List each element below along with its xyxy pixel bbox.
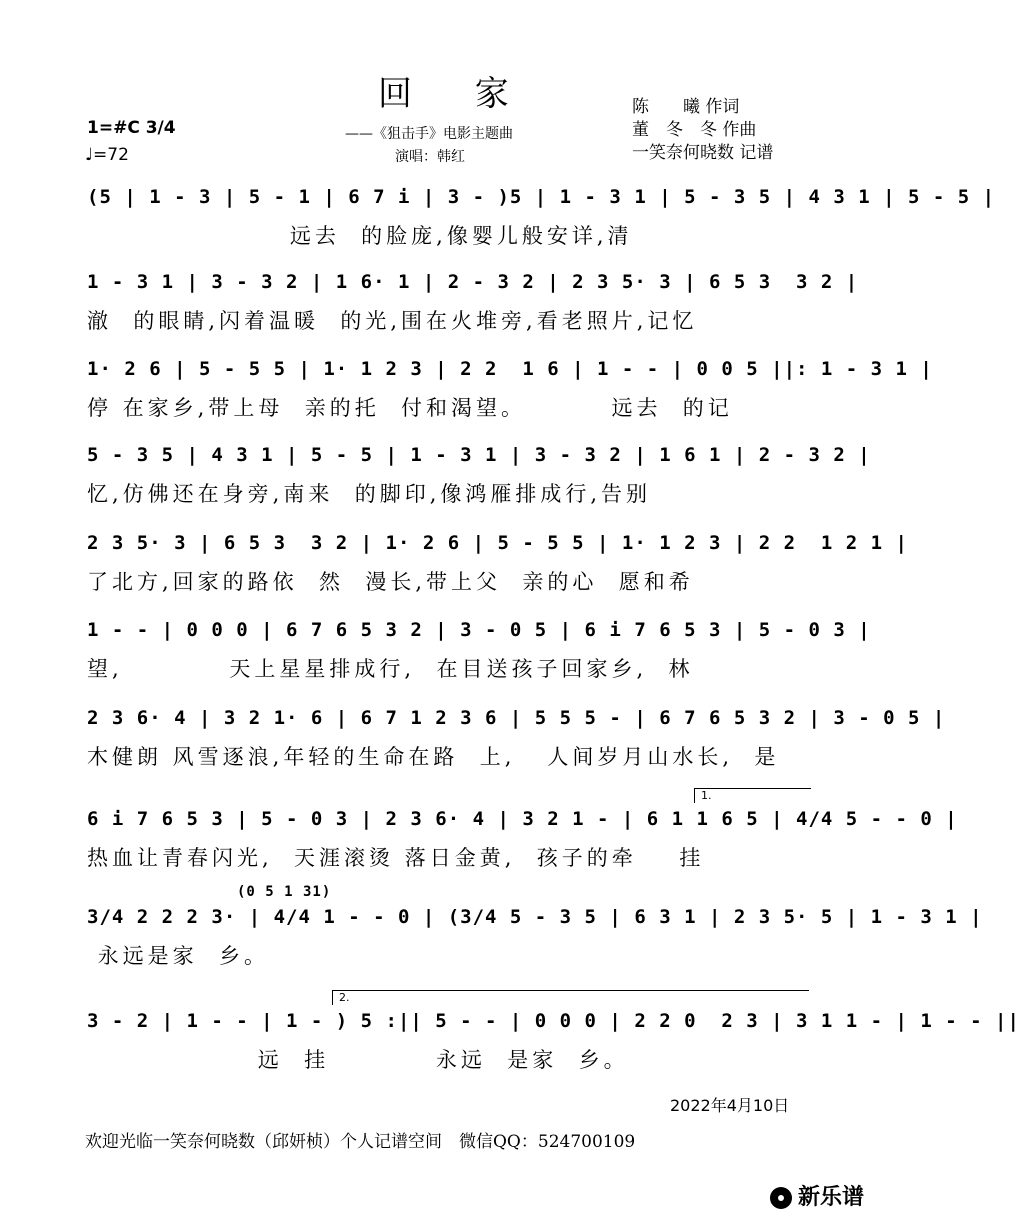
subtitle: ——《狙击手》电影主题曲 [345, 126, 513, 142]
lyrics-line: 远去 的脸庞,像婴儿般安详,清 [87, 224, 633, 248]
lyrics-line: 望, 天上星星排成行, 在目送孩子回家乡, 林 [87, 657, 694, 681]
notes-line: 1· 2 6 | 5 - 5 5 | 1· 1 2 3 | 2 2 1 6 | 1 - - | 0 0 5 ||: 1 - 3 1 | [87, 358, 933, 380]
transcriber-credit: 一笑奈何晓数 记谱 [632, 143, 774, 163]
notes-line: 3/4 2 2 2 3· | 4/4 1 - - 0 | (3/4 5 - 3 5 | 6 3 1 | 2 3 5· 5 | 1 - 3 1 | [87, 906, 983, 928]
notes-line: 1 - 3 1 | 3 - 3 2 | 1 6· 1 | 2 - 3 2 | 2 3 5· 3 | 6 5 3 3 2 | [87, 271, 859, 293]
lyrics-line: 木健朗 风雪逐浪,年轻的生命在路 上, 人间岁月山水长, 是 [87, 745, 780, 769]
lyrics-line: 远 挂 永远 是家 乡。 [87, 1048, 629, 1072]
logo [770, 1180, 864, 1211]
song-title: 回 家 [378, 74, 535, 114]
volta-bracket-2: 2. [332, 990, 809, 1005]
footer-note: 欢迎光临一笑奈何晓数（邱妍桢）个人记谱空间 微信QQ：524700109 [85, 1132, 636, 1152]
notes-line: 3 - 2 | 1 - - | 1 - ) 5 :|| 5 - - | 0 0 0 | 2 2 0 2 3 | 3 1 1 - | 1 - - || [87, 1010, 1020, 1032]
grace-notes: (0 5 1 31) [237, 884, 332, 900]
lyrics-line: 了北方,回家的路依 然 漫长,带上父 亲的心 愿和希 [87, 570, 694, 594]
composer-credit: 董 冬 冬 作曲 [632, 120, 757, 140]
logo-text: 新乐谱 [798, 1185, 865, 1210]
singer: 演唱：韩红 [395, 149, 465, 165]
lyrics-line: 忆,仿佛还在身旁,南来 的脚印,像鸿雁排成行,告别 [87, 482, 652, 506]
tempo-marking: ♩=72 [85, 145, 129, 165]
notes-line: 6 i 7 6 5 3 | 5 - 0 3 | 2 3 6· 4 | 3 2 1 - | 6 1 1 6 5 | 4/4 5 - - 0 | [87, 808, 958, 830]
key-signature: 1=#C 3/4 [87, 118, 176, 138]
date: 2022年4月10日 [670, 1096, 790, 1115]
lyrics-line: 停 在家乡,带上母 亲的托 付和渴望。 远去 的记 [87, 396, 733, 420]
lyrics-line: 热血让青春闪光, 天涯滚烫 落日金黄, 孩子的牵 挂 [87, 846, 705, 870]
lyrics-line: 永远是家 乡。 [87, 944, 270, 968]
notes-line: 2 3 6· 4 | 3 2 1· 6 | 6 7 1 2 3 6 | 5 5 5 - | 6 7 6 5 3 2 | 3 - 0 5 | [87, 707, 946, 729]
notes-line: 5 - 3 5 | 4 3 1 | 5 - 5 | 1 - 3 1 | 3 - 3 2 | 1 6 1 | 2 - 3 2 | [87, 444, 871, 466]
notes-line: 1 - - | 0 0 0 | 6 7 6 5 3 2 | 3 - 0 5 | 6 i 7 6 5 3 | 5 - 0 3 | [87, 619, 871, 641]
volta-bracket-1: 1. [694, 788, 811, 803]
notes-line: 2 3 5· 3 | 6 5 3 3 2 | 1· 2 6 | 5 - 5 5 | 1· 1 2 3 | 2 2 1 2 1 | [87, 532, 908, 554]
lyricist-credit: 陈 曦 作词 [632, 97, 740, 117]
notes-line: (5 | 1 - 3 | 5 - 1 | 6 7 i | 3 - )5 | 1 - 3 1 | 5 - 3 5 | 4 3 1 | 5 - 5 | [87, 186, 996, 208]
vinyl-icon [770, 1187, 792, 1209]
credits [632, 96, 773, 165]
lyrics-line: 澈 的眼睛,闪着温暖 的光,围在火堆旁,看老照片,记忆 [87, 309, 698, 333]
